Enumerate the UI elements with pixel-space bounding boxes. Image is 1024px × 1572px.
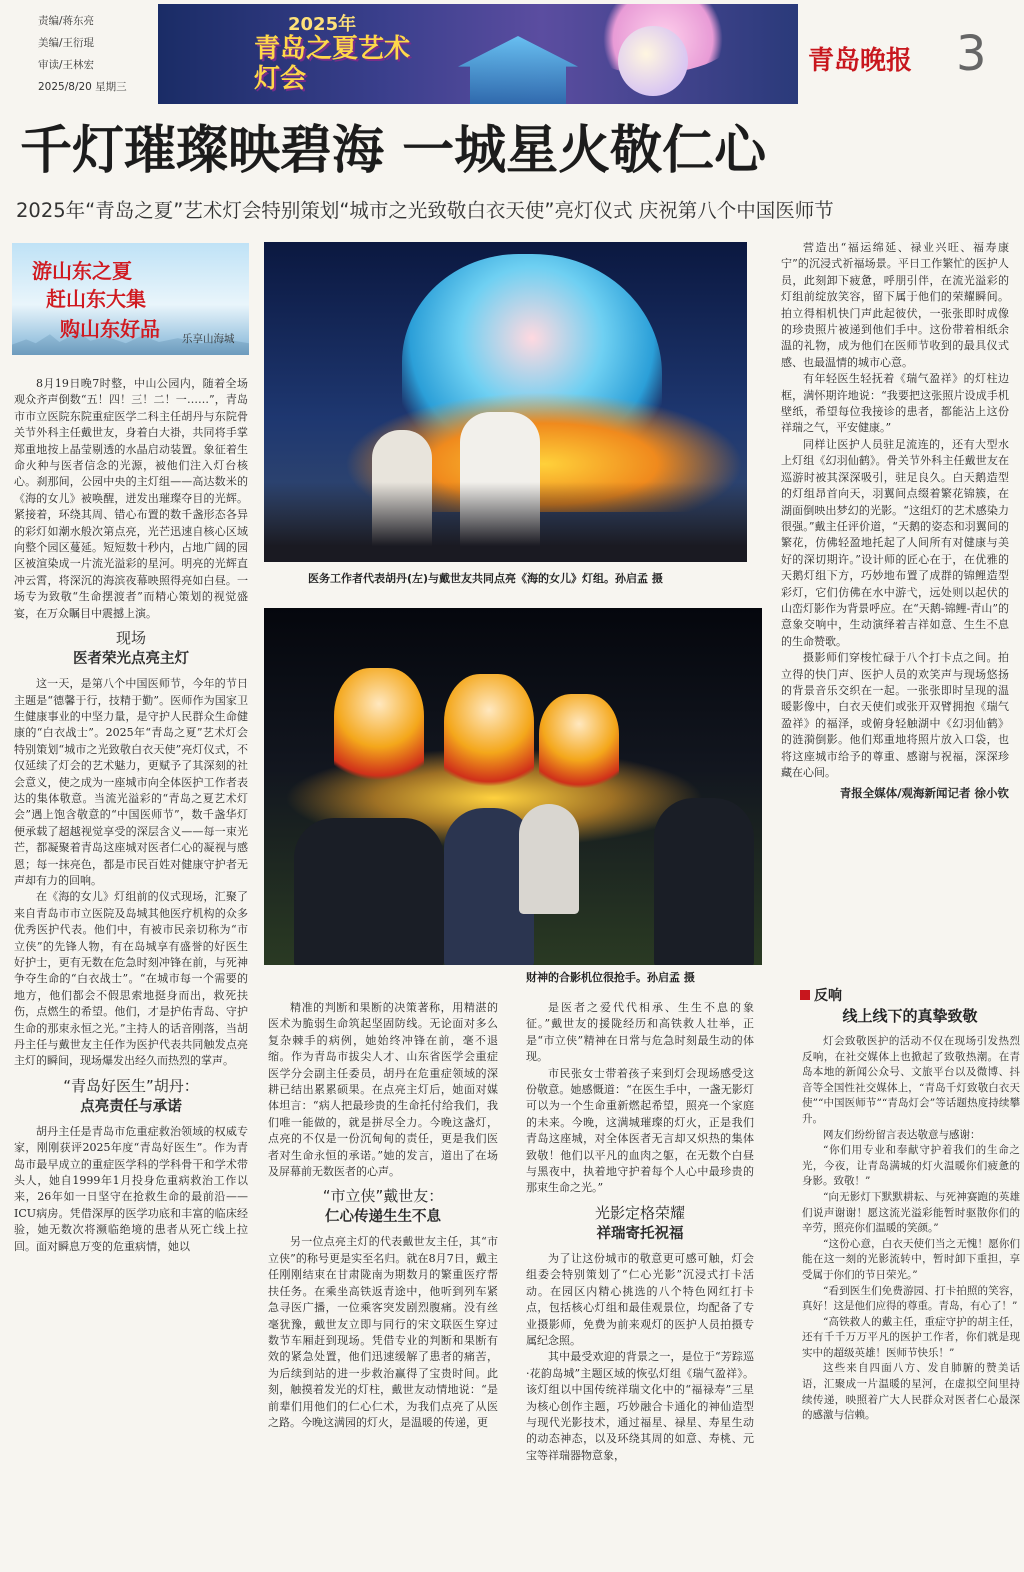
reaction-header	[800, 985, 1020, 1027]
page-number: 3	[956, 26, 987, 82]
red-square-marker	[800, 990, 810, 1000]
paragraph: 营造出“福运绵延、禄业兴旺、福寿康宁”的沉浸式祈福场景。平日工作繁忙的医护人员，此刻卸下疲惫，呼朋引伴，在流光溢彩的灯组前绽放笑容，留下属于他们的荣耀瞬间。拍立得相机快门声此起彼伏，一张张即时成像的珍贵照片被递到他们手中。这份带着相纸余温的礼物，成为他们在医师节收到的最具仪式感、也最温情的城市心意。	[781, 241, 1009, 369]
headline-title: 千灯璀璨映碧海 一城星火敬仁心	[20, 121, 767, 181]
issue-date: 2025/8/20 星期三	[38, 81, 127, 93]
paragraph: 网友们纷纷留言表达敬意与感谢：	[823, 1128, 981, 1141]
newspaper-logo: 青岛晚报	[808, 46, 913, 76]
netizen-comment: “向无影灯下默默耕耘、与死神赛跑的英雄们说声谢谢！愿这流光溢彩能暂时驱散你们的辛劳，照亮你们温暖的笑颜。”	[802, 1190, 1020, 1235]
article-column-4	[781, 240, 1009, 952]
section-heading: 祥瑞寄托祝福	[596, 1225, 684, 1242]
reaction-tag: 反响	[814, 988, 842, 1004]
netizen-comment: “高铁救人的戴主任，重症守护的胡主任，还有千千万万平凡的医护工作者，你们就是现实中的超级英雄！医师节快乐！”	[802, 1315, 1020, 1359]
promo-line: 赶山东大集	[46, 287, 146, 311]
promo-line: 游山东之夏	[32, 259, 132, 283]
child-figure	[519, 804, 579, 914]
editor-line: 责编/蒋东亮	[38, 15, 95, 27]
paragraph: 这些来自四面八方、发自肺腑的赞美话语，汇聚成一片温暖的星河，在虚拟空间里持续传递，映照着广大人民群众对医者仁心最深的感激与信赖。	[802, 1362, 1020, 1422]
reaction-column	[802, 1034, 1020, 1566]
editor-line: 美编/王衍琨	[38, 37, 95, 49]
headline-subtitle: 2025年“青岛之夏”艺术灯会特别策划“城市之光致敬白衣天使”亮灯仪式 庆祝第八个中国医师节	[16, 199, 834, 222]
promo-line: 购山东好品	[60, 317, 160, 341]
section-heading: 医者荣光点亮主灯	[73, 651, 189, 668]
wealth-god-lantern	[334, 668, 424, 788]
photo-caption: 医务工作者代表胡丹(左)与戴世友共同点亮《海的女儿》灯组。孙启孟 摄	[308, 572, 663, 585]
moon-illustration	[618, 26, 688, 96]
section-heading: 点亮责任与承诺	[80, 1098, 182, 1115]
paragraph: 这一天，是第八个中国医师节，今年的节日主题是“德馨于行，技精于勤”。医师作为国家卫生健康事业的中坚力量，是守护人民群众生命健康的“白衣战士”。2025年“青岛之夏”艺术灯会特别策划“城市之光致敬白衣天使”亮灯仪式，不仅延续了灯会的艺术魅力，更赋予了其深刻的社会意义，使之成为一座城市向全体医护工作者表达的集体敬意。当流光溢彩的“青岛之夏艺术灯会”遇上饱含敬意的“中国医师节”，数千盏华灯便承载了超越视觉享受的深层含义——每一束光芒，都凝聚着青岛这座城对医者仁心的凝视与感恩；每一抹亮色，都是市民百姓对健康守护者无声却有力的回响。	[14, 677, 248, 887]
section-kicker: “市立侠”戴世友：	[322, 1187, 444, 1206]
editor-line: 审读/王林宏	[38, 59, 95, 71]
festival-year: 2025年	[288, 14, 357, 35]
promo-ad	[12, 243, 249, 355]
photo-wealth-gods	[264, 608, 762, 965]
paragraph: 灯会致敬医护的活动不仅在现场引发热烈反响，在社交媒体上也掀起了致敬热潮。在青岛本地的新闻公众号、文旅平台以及微博、抖音等全国性社交媒体上，“青岛千灯致敬白衣天使”“中国医师节”“青岛灯会”等话题热度持续攀升。	[802, 1035, 1020, 1125]
paragraph: 同样让医护人员驻足流连的，还有大型水上灯组《幻羽仙鹤》。骨关节外科主任戴世友在巡游时被其深深吸引，驻足良久。白天鹅造型的灯组昂首向天，羽翼间点缀着繁花锦簇，在湖面倒映出梦幻的光影。“这组灯的艺术感染力很强。”戴主任评价道，“天鹅的姿态和羽翼间的繁花，仿佛轻盈地托起了人间所有对健康与美好的深切期许。”设计师的匠心在于，在优雅的天鹅灯组下方，巧妙地布置了成群的锦鲤造型彩灯，它们仿佛在水中游弋，远处则以起伏的山峦灯影作为背景呼应。在“天鹅-锦鲤-青山”的意象交响中，生动演绎着吉祥如意、生生不息的生命赞歌。	[781, 437, 1009, 648]
paragraph: 是医者之爱代代相承、生生不息的象征。”戴世友的援陇经历和高铁救人壮举，正是“市立侠”精神在日常与危急时刻最生动的体现。	[526, 1001, 754, 1064]
paragraph: 精准的判断和果断的决策著称，用精湛的医术为脆弱生命筑起坚固防线。无论面对多么复杂棘手的病例，她始终冲锋在前，毫不退缩。作为青岛市拔尖人才、山东省医学会重症医学分会副主任委员，胡丹在危重症领域的深耕已结出累累硕果。在点亮主灯后，她面对媒体坦言：“病人把最珍贵的生命托付给我们，我们唯一能做的，就是拼尽全力。今晚这盏灯，点亮的不仅是一份沉甸甸的责任，更是我们医者对生命永恒的承诺。”她的发言，道出了在场及屏幕前无数医者的心声。	[268, 1001, 498, 1179]
paragraph: 摄影师们穿梭忙碌于八个打卡点之间。拍立得的快门声、医护人员的欢笑声与现场悠扬的背景音乐交织在一起。一张张即时呈现的温暖影像中，白衣天使们或张开双臂拥抱《瑞气盈祥》的福泽，或俯身轻触湖中《幻羽仙鹤》的涟漪倒影。他们郑重地将照片放入口袋，也将这座城市给予的尊重、感谢与祝福，深深珍藏在心间。	[781, 651, 1009, 779]
masthead	[0, 0, 1024, 112]
section-kicker: 现场	[115, 629, 146, 648]
festival-banner	[158, 4, 798, 104]
paragraph: 有年轻医生轻抚着《瑞气盈祥》的灯柱边框，满怀期许地说：“我要把这张照片设成手机壁纸，希望每位我接诊的患者，都能沾上这份祥瑞之气，平安健康。”	[781, 372, 1009, 435]
festival-title: 青岛之夏艺术灯会	[254, 34, 411, 94]
reaction-title: 线上线下的真挚致敬	[842, 1007, 978, 1025]
article-column-1	[14, 376, 248, 1568]
paragraph: 市民张女士带着孩子来到灯会现场感受这份敬意。她感慨道：“在医生手中，一盏无影灯可以为一个生命重新燃起希望，照亮一个家庭的未来。今晚，这满城璀璨的灯火，正是我们青岛这座城，对全体医者无言却又炽热的集体致敬！他们以平凡的血肉之躯，在无数个白昼与黑夜中，执着地守护着每个人心中最珍贵的那束生命之光。”	[526, 1066, 754, 1195]
promo-tagline: 乐享山海城	[182, 333, 235, 345]
wealth-god-lantern	[539, 694, 619, 794]
netizen-comment: “看到医生们免费游园、打卡拍照的笑容，真好！这是他们应得的尊重。青岛，有心了！”	[802, 1284, 1020, 1313]
paragraph: 胡丹主任是青岛市危重症救治领域的权威专家，刚刚获评2025年度“青岛好医生”。作为青岛市最早成立的重症医学科的学科骨干和学术带头人，她自1999年1月投身危重病救治工作以来，26年如一日坚守在抢救生命的最前沿——ICU病房。凭借深厚的医学功底和丰富的临床经验，她无数次将濒临绝境的患者从死亡线上拉回。面对瞬息万变的危重病情，她以	[14, 1124, 248, 1253]
visitor-silhouette	[294, 818, 444, 965]
crowd-silhouette	[264, 482, 747, 562]
photo-lantern-lighting	[264, 242, 747, 562]
netizen-comment: “这份心意，白衣天使们当之无愧！愿你们能在这一刻的光影流转中，暂时卸下重担，享受属于你们的节日荣光。”	[802, 1237, 1020, 1281]
paragraph: 8月19日晚7时整，中山公园内，随着全场观众齐声倒数“五！四！三！二！一……”，青岛市市立医院东院重症医学二科主任胡丹与东院骨关节外科主任戴世友，身着白大褂，共同将手掌郑重地按上晶莹剔透的水晶启动装置。象征着生命火种与医者信念的光源，被他们注入灯台核心。刹那间，公园中央的主灯组——高达数米的《海的女儿》被唤醒，迸发出璀璨夺目的光辉。紧接着，环绕其周、错心布置的数千盏形态各异的彩灯如潮水般次第点亮，光芒迅速自核心区域向整个园区蔓延。短短数十秒内，占地广阔的园区被渲染成一片流光溢彩的星河。明亮的光辉直冲云霄，将深沉的海滨夜幕映照得亮如白昼。一场专为致敬“生命摆渡者”而精心策划的视觉盛宴，在万众瞩目中震撼上演。	[14, 377, 248, 620]
wealth-god-lantern	[444, 674, 534, 794]
paragraph: 另一位点亮主灯的代表戴世友主任，其“市立侠”的称号更是实至名归。就在8月7日，戴主任刚刚结束在甘肃陇南为期数月的繁重医疗帮扶任务。在乘坐高铁返青途中，他听到列车紧急寻医广播，一位乘客突发剧烈腹痛。没有丝毫犹豫，戴世友立即与同行的宋文联医生穿过数节车厢赶到现场。凭借专业的判断和果断有效的紧急处置，他们迅速缓解了患者的痛苦，为后续到站的进一步救治赢得了宝贵时间。此刻，触摸着发光的灯柱，戴世友动情地说：“是前辈们用他们的仁心仁术，为我们点亮了从医之路。今晚这满园的灯火，是温暖的传递，更	[268, 1235, 498, 1429]
editor-credits	[38, 10, 148, 98]
section-kicker: “青岛好医生”胡丹：	[63, 1076, 199, 1095]
photo-caption: 财神的合影机位很抢手。孙启孟 摄	[526, 971, 695, 984]
paragraph: 在《海的女儿》灯组前的仪式现场，汇聚了来自青岛市市立医院及岛城其他医疗机构的众多优秀医护代表。他们中，有被市民亲切称为“市立侠”的先锋人物，有在岛城享有盛誉的好医生好护士，更有无数在危急时刻冲锋在前，与死神争夺生命的“白衣战士”。“在城市每一个需要的地方，他们都会不假思索地挺身而出，救死扶伤，点燃生的希望。他们，才是护佑青岛、守护生命的那束永恒之光。”主持人的话音刚落，当胡丹主任与戴世友主任作为医护代表共同触发点亮主灯的瞬间，现场爆发出经久而热烈的掌声。	[14, 890, 248, 1068]
paragraph: 为了让这份城市的敬意更可感可触，灯会组委会特别策划了“仁心光影”沉浸式打卡活动。在园区内精心挑选的八个特色网红打卡点，包括核心灯组和最佳观景位，均配备了专业摄影师，免费为前来观灯的医护人员拍摄专属纪念照。	[526, 1251, 754, 1347]
visitor-silhouette	[654, 798, 754, 965]
pavilion-illustration	[458, 36, 578, 104]
netizen-comment: “你们用专业和奉献守护着我们的生命之光，今夜，让青岛满城的灯火温暖你们疲惫的身影。致敬！”	[802, 1144, 1020, 1188]
article-column-2	[268, 1000, 498, 1566]
reporter-byline: 青报全媒体/观海新闻记者 徐小钦	[839, 786, 1009, 801]
section-kicker: 光影定格荣耀	[594, 1203, 685, 1222]
section-heading: 仁心传递生生不息	[325, 1209, 441, 1226]
article-column-3	[526, 1000, 754, 1566]
paragraph: 其中最受欢迎的背景之一，是位于“芳踪巡·花韵岛城”主题区域的恢弘灯组《瑞气盈祥》。该灯组以中国传统祥瑞文化中的“福禄寿”三星为核心创作主题，巧妙融合卡通化的神仙造型与现代光影技术，通过福星、禄星、寿星生动的动态神态，以及环绕其周的如意、寿桃、元宝等祥瑞器物意象，	[526, 1350, 754, 1462]
